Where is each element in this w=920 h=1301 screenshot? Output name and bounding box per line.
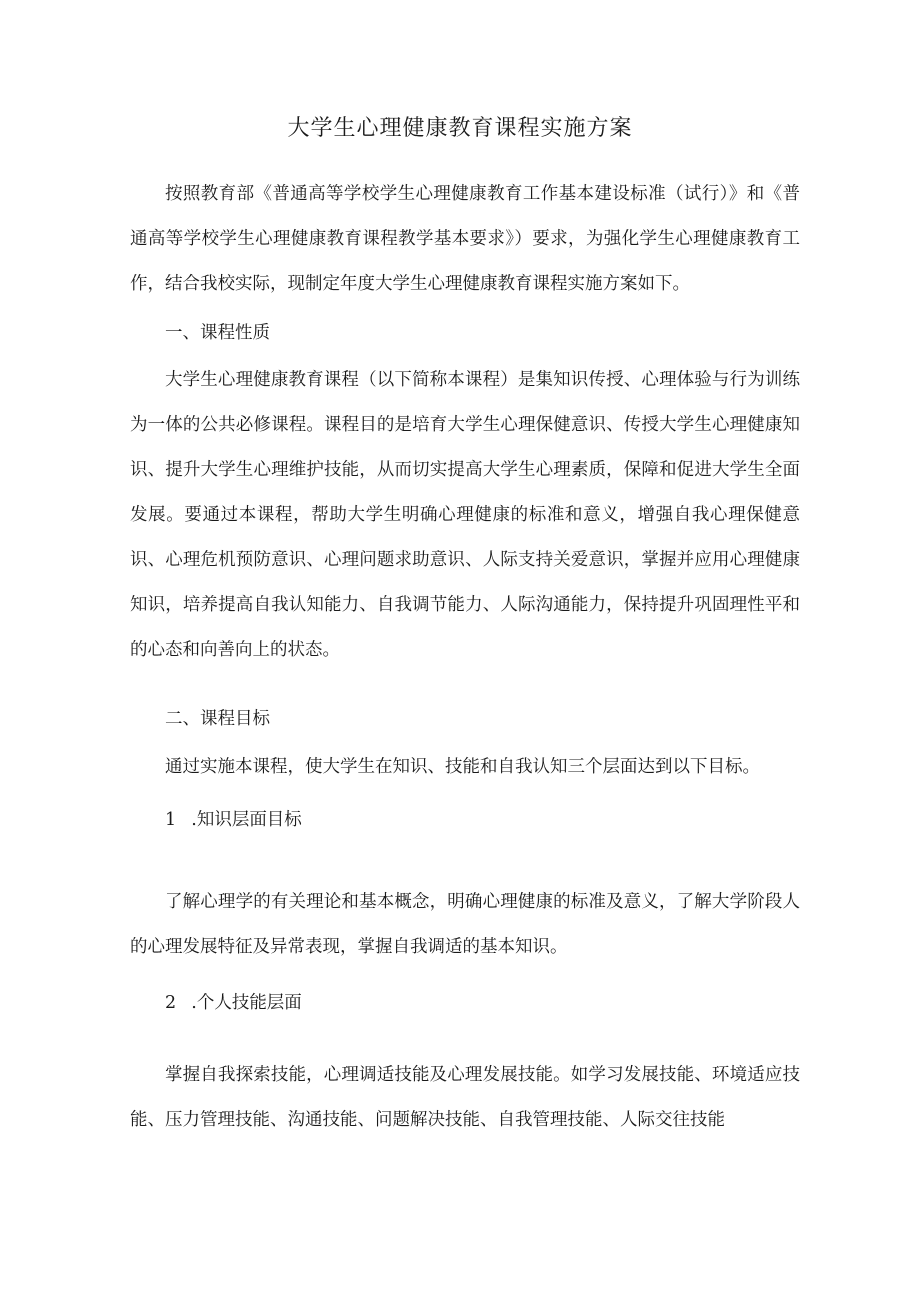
subsection-title: .个人技能层面 — [191, 993, 302, 1013]
section-body-nature: 大学生心理健康教育课程（以下简称本课程）是集知识传授、心理体验与行为训练为一体的公共必修课程。课程目的是培育大学生心理保健意识、传授大学生心理健康知识、提升大学生心理维护技能，从而切实提高大学生心理素质，保障和促进大学生全面发展。要通过本课程，帮助大学生明确心理健康的标准和意义，增强自我心理保健意识、心理危机预防意识、心理问题求助意识、人际支持关爱意识，掌握并应用心理健康知识，培养提高自我认知能力、自我调节能力、人际沟通能力，保持提升巩固理性平和的心态和向善向上的状态。 — [130, 370, 800, 660]
subsection-title: .知识层面目标 — [191, 810, 302, 830]
subsection-body-knowledge: 了解心理学的有关理论和基本概念，明确心理健康的标准及意义，了解大学阶段人的心理发展特征及异常表现，掌握自我调适的基本知识。 — [130, 892, 800, 957]
section-body-goals: 通过实施本课程，使大学生在知识、技能和自我认知三个层面达到以下目标。 — [165, 757, 760, 777]
subsection-number: 1 — [165, 810, 177, 830]
section-heading-goals: 二、课程目标 — [165, 709, 270, 729]
document-title: 大学生心理健康教育课程实施方案 — [287, 116, 633, 141]
subsection-body-skills: 掌握自我探索技能，心理调适技能及心理发展技能。如学习发展技能、环境适应技能、压力管理技能、沟通技能、问题解决技能、自我管理技能、人际交往技能 — [130, 1065, 800, 1130]
section-heading-nature: 一、课程性质 — [165, 323, 270, 343]
subsection-heading-knowledge — [130, 798, 835, 843]
intro-paragraph: 按照教育部《普通高等学校学生心理健康教育工作基本建设标准（试行）》和《普通高等学校学生心理健康教育课程教学基本要求》）要求，为强化学生心理健康教育工作，结合我校实际，现制定年度大学生心理健康教育课程实施方案如下。 — [130, 184, 800, 294]
subsection-heading-skills — [130, 981, 835, 1026]
subsection-number: 2 — [165, 993, 177, 1013]
